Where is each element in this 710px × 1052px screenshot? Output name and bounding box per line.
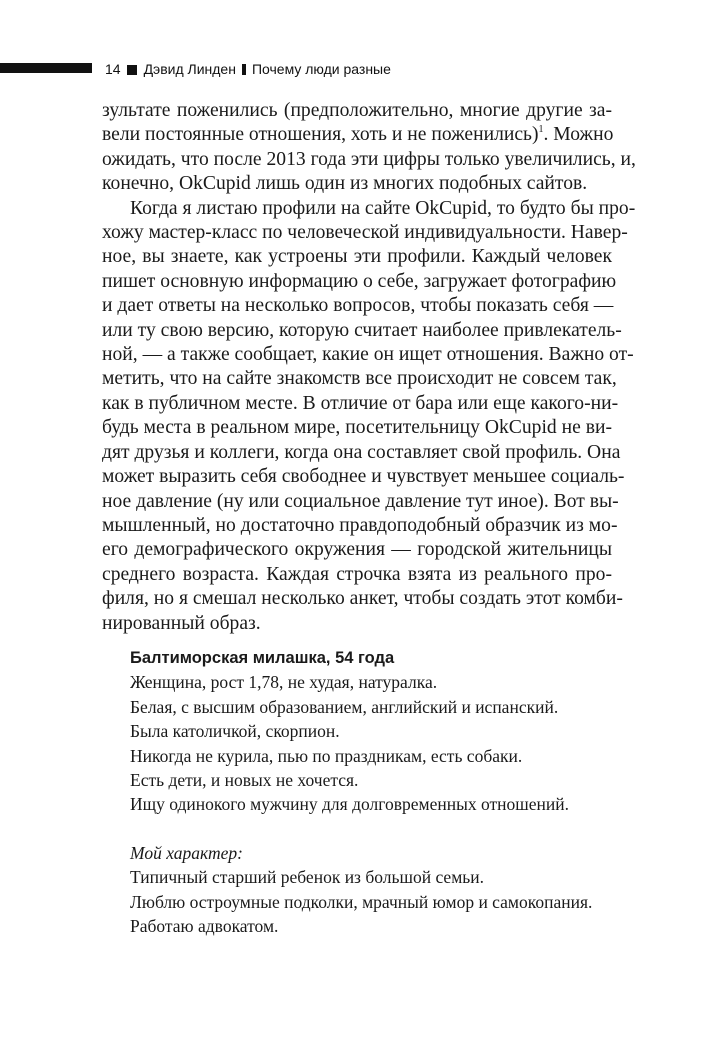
square-icon [127,65,137,75]
header-text [105,60,391,78]
text-line: или ту свою версию, которую считает наиболее привлекатель- [102,319,622,341]
character-line: Типичный старший ребенок из большой семьи. [130,867,484,888]
body-text [102,99,636,636]
text-line: Когда я листаю профили на сайте OkCupid, то будто бы про- [130,197,636,219]
page-number: 14 [105,61,121,77]
profile-line: Есть дети, и новых не хочется. [130,770,359,791]
text-line: нированный образ. [102,612,261,634]
text-line: будь места в реальном мире, посетительницу OkCupid не ви- [102,417,612,439]
text-line: конечно, OkCupid лишь один из многих подобных сайтов. [102,173,588,195]
character-heading: Мой характер: [130,842,243,863]
text-line: дят друзья и коллеги, когда она составляет свой профиль. Она [102,441,621,463]
profile-line: Была католичкой, скорпион. [130,721,340,742]
text-line: как в публичном месте. В отличие от бара или еще какого-ни- [102,392,619,414]
text-line: его демографического окружения — городской жительницы [102,539,612,561]
text-line: ной, — а также сообщает, какие он ищет отношения. Важно от- [102,344,634,366]
profile-title: Балтиморская милашка, 54 года [130,649,395,667]
profile-line: Никогда не курила, пью по праздникам, есть собаки. [130,745,523,766]
text-line: метить, что на сайте знакомств все происходит не совсем так, [102,368,617,390]
book-title: Почему люди разные [251,61,391,77]
running-header [0,60,710,82]
author-name: Дэвид Линден [143,61,236,77]
paragraph-1 [102,99,636,197]
text-line: среднего возраста. Каждая строчка взята из реального про- [102,563,612,585]
text-line: ожидать, что после 2013 года эти цифры только увеличились, и, [102,148,636,170]
text-line: мышленный, но достаточно правдоподобный образчик из мо- [102,514,618,536]
text-line: вели постоянные отношения, хоть и не поженились)$^1$. Можно [102,124,614,146]
separator-bar-icon [242,64,246,75]
profile-line: Белая, с высшим образованием, английский и испанский. [130,696,559,717]
character-line: Люблю остроумные подколки, мрачный юмор и самокопания. [130,891,593,912]
header-rule [0,63,92,73]
text-line: хожу мастер-класс по человеческой индивидуальности. Навер- [102,222,628,244]
profile-line: Ищу одинокого мужчину для долговременных отношений. [130,794,569,815]
profile-line: Женщина, рост 1,78, не худая, натуралка. [130,672,438,693]
text-line: ное, вы знаете, как устроены эти профили. Каждый человек [102,246,612,268]
text-line: зультате поженились (предположительно, многие другие за- [102,100,612,121]
text-line: пишет основную информацию о себе, загружает фотографию [102,270,617,292]
character-line: Работаю адвокатом. [130,916,279,937]
text-line: и дает ответы на несколько вопросов, чтобы показать себя — [102,295,614,317]
text-line: филя, но я смешал несколько анкет, чтобы создать этот комби- [102,588,623,610]
footnote-ref[interactable]: 1 [538,124,544,136]
text-line: может выразить себя свободнее и чувствует меньшее социаль- [102,466,625,488]
profile-block [130,646,630,938]
text-line: ное давление (ну или социальное давление тут иное). Вот вы- [102,490,619,512]
paragraph-2 [102,197,636,636]
